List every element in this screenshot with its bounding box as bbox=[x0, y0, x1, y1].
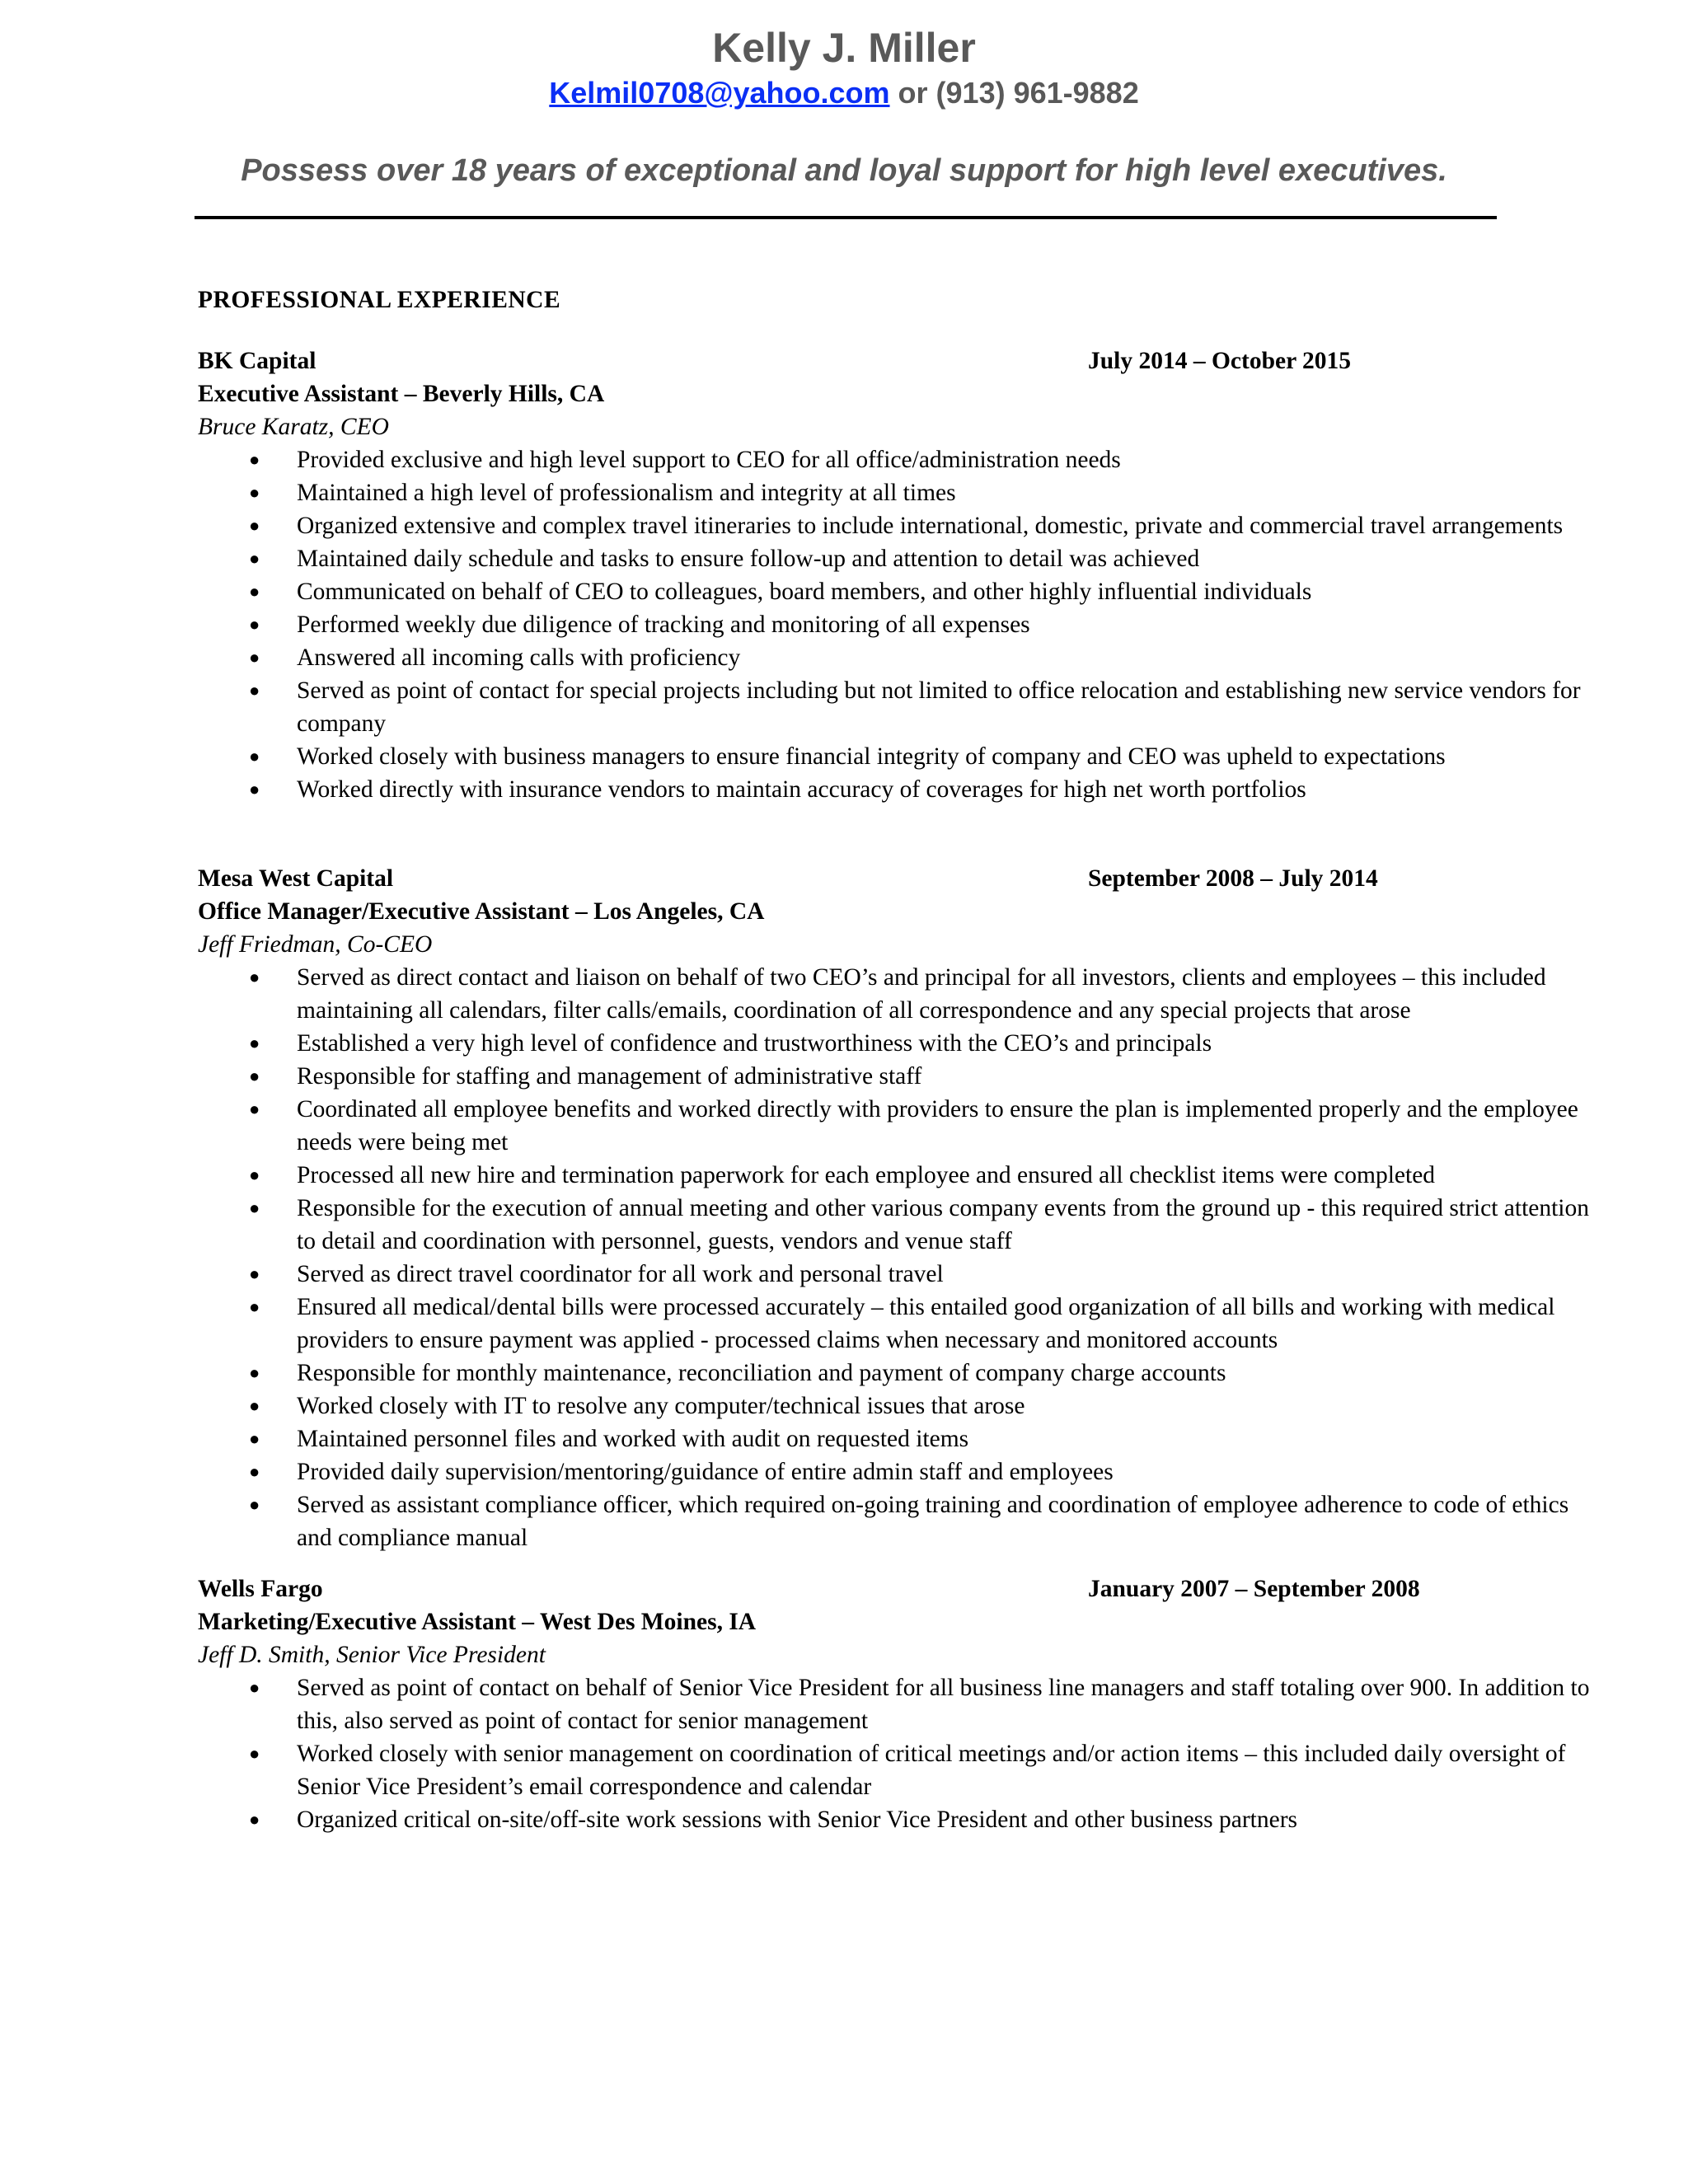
job-duties-list bbox=[198, 1671, 1590, 1836]
bullet-icon: ● bbox=[249, 581, 260, 602]
duty-text: Established a very high level of confidence and trustworthiness with the CEO’s and principals bbox=[297, 1030, 1212, 1057]
bullet-icon: ● bbox=[249, 1494, 260, 1515]
phone-number: (913) 961-9882 bbox=[935, 76, 1139, 110]
duty-text: Provided daily supervision/mentoring/guidance of entire admin staff and employees bbox=[297, 1459, 1114, 1485]
duty-item bbox=[198, 740, 1599, 773]
duty-text: Communicated on behalf of CEO to colleagues, board members, and other highly influential individuals bbox=[297, 579, 1312, 605]
bullet-icon: ● bbox=[249, 779, 260, 799]
job-title: Executive Assistant – Beverly Hills, CA bbox=[198, 381, 605, 407]
bullet-icon: ● bbox=[249, 1165, 260, 1185]
contact-separator: or bbox=[889, 76, 936, 110]
bullet-icon: ● bbox=[249, 967, 260, 987]
duty-text: Served as point of contact on behalf of Senior Vice President for all business line managers and staff totaling over 900. In addition to this, also served as point of contact for senior management bbox=[297, 1675, 1590, 1734]
spacer bbox=[198, 806, 1500, 862]
duty-item bbox=[198, 575, 1599, 608]
duty-text: Responsible for the execution of annual meeting and other various company events from the ground up - this required strict attention to detail and coordination with personnel, guests, vendors and venue staff bbox=[297, 1195, 1589, 1254]
bullet-icon: ● bbox=[249, 1395, 260, 1416]
duty-item bbox=[198, 1291, 1599, 1357]
job-duties-list bbox=[198, 443, 1581, 806]
bullet-icon: ● bbox=[249, 482, 260, 503]
bullet-icon: ● bbox=[249, 1296, 260, 1317]
bullet-icon: ● bbox=[249, 1362, 260, 1383]
duty-item bbox=[198, 608, 1599, 641]
bullet-icon: ● bbox=[249, 449, 260, 470]
duty-text: Maintained a high level of professionalism and integrity at all times bbox=[297, 480, 956, 506]
duty-text: Worked directly with insurance vendors to maintain accuracy of coverages for high net worth portfolios bbox=[297, 776, 1306, 803]
duty-item bbox=[198, 674, 1599, 740]
duty-item bbox=[198, 1357, 1599, 1390]
duty-item bbox=[198, 1488, 1599, 1554]
applicant-name: Kelly J. Miller bbox=[712, 25, 976, 71]
duty-item bbox=[198, 1258, 1599, 1291]
job-entry bbox=[198, 1572, 1590, 1836]
duty-item bbox=[198, 773, 1599, 806]
bullet-icon: ● bbox=[249, 1099, 260, 1119]
duty-item bbox=[198, 542, 1599, 575]
bullet-icon: ● bbox=[249, 647, 260, 668]
duty-item bbox=[198, 1093, 1599, 1159]
bullet-icon: ● bbox=[249, 515, 260, 536]
duty-text: Maintained personnel files and worked with audit on requested items bbox=[297, 1426, 969, 1452]
bullet-icon: ● bbox=[249, 1461, 260, 1482]
duty-text: Responsible for staffing and management of administrative staff bbox=[297, 1063, 922, 1090]
header-divider bbox=[195, 216, 1497, 219]
bullet-icon: ● bbox=[249, 614, 260, 635]
bullet-icon: ● bbox=[249, 1809, 260, 1830]
job-header bbox=[198, 1572, 1500, 1605]
duty-text: Worked closely with business managers to ensure financial integrity of company and CEO was upheld to expectations bbox=[297, 743, 1446, 770]
duty-item bbox=[198, 509, 1599, 542]
duty-text: Performed weekly due diligence of tracking and monitoring of all expenses bbox=[297, 612, 1030, 638]
job-duties-list bbox=[198, 961, 1589, 1554]
job-supervisor: Jeff Friedman, Co-CEO bbox=[198, 931, 433, 958]
bullet-icon: ● bbox=[249, 1263, 260, 1284]
job-dates: July 2014 – October 2015 bbox=[1088, 348, 1352, 374]
duty-item bbox=[198, 1027, 1599, 1060]
duty-text: Responsible for monthly maintenance, reconciliation and payment of company charge accounts bbox=[297, 1360, 1226, 1386]
bullet-icon: ● bbox=[249, 1743, 260, 1764]
duty-text: Maintained daily schedule and tasks to ensure follow-up and attention to detail was achieved bbox=[297, 546, 1200, 572]
duty-text: Worked closely with senior management on coordination of critical meetings and/or action items – this included daily oversight of Senior Vice President’s email correspondence and calendar bbox=[297, 1741, 1566, 1800]
job-dates: January 2007 – September 2008 bbox=[1088, 1576, 1420, 1602]
duty-item bbox=[198, 1455, 1599, 1488]
duty-text: Worked closely with IT to resolve any computer/technical issues that arose bbox=[297, 1393, 1025, 1419]
duty-item bbox=[198, 1422, 1599, 1455]
experience-section bbox=[198, 284, 1590, 1836]
duty-item bbox=[198, 1803, 1599, 1836]
duty-item bbox=[198, 1192, 1599, 1258]
duty-text: Processed all new hire and termination paperwork for each employee and ensured all checklist items were completed bbox=[297, 1162, 1436, 1188]
duty-item bbox=[198, 641, 1599, 674]
bullet-icon: ● bbox=[249, 1066, 260, 1086]
duty-item bbox=[198, 443, 1599, 476]
contact-line bbox=[0, 73, 1688, 114]
duty-text: Organized extensive and complex travel itineraries to include international, domestic, private and commercial travel arrangements bbox=[297, 513, 1564, 539]
section-heading: PROFESSIONAL EXPERIENCE bbox=[198, 287, 561, 313]
duty-text: Answered all incoming calls with proficiency bbox=[297, 644, 741, 671]
job-dates: September 2008 – July 2014 bbox=[1088, 865, 1378, 892]
job-supervisor: Jeff D. Smith, Senior Vice President bbox=[198, 1642, 546, 1668]
duty-text: Served as direct travel coordinator for all work and personal travel bbox=[297, 1261, 944, 1287]
job-company: Wells Fargo bbox=[198, 1576, 323, 1602]
job-entry bbox=[198, 344, 1581, 806]
job-title: Marketing/Executive Assistant – West Des Moines, IA bbox=[198, 1609, 757, 1635]
job-company: Mesa West Capital bbox=[198, 865, 394, 892]
job-supervisor: Bruce Karatz, CEO bbox=[198, 414, 389, 440]
bullet-icon: ● bbox=[249, 680, 260, 701]
duty-item bbox=[198, 1060, 1599, 1093]
bullet-icon: ● bbox=[249, 1197, 260, 1218]
duty-text: Organized critical on-site/off-site work sessions with Senior Vice President and other business partners bbox=[297, 1807, 1298, 1833]
duty-item bbox=[198, 476, 1599, 509]
bullet-icon: ● bbox=[249, 1428, 260, 1449]
duty-text: Coordinated all employee benefits and worked directly with providers to ensure the plan is implemented properly and the employee needs were being met bbox=[297, 1096, 1578, 1155]
duty-item bbox=[198, 1671, 1599, 1737]
email-link[interactable]: Kelmil0708@yahoo.com bbox=[549, 76, 890, 110]
duty-text: Served as direct contact and liaison on behalf of two CEO’s and principal for all investors, clients and employees – this included maintaining all calendars, filter calls/emails, coordination of all correspondence and any special projects that arose bbox=[297, 964, 1546, 1024]
job-company: BK Capital bbox=[198, 348, 316, 374]
job-header bbox=[198, 344, 1500, 377]
bullet-icon: ● bbox=[249, 1677, 260, 1698]
duty-item bbox=[198, 1159, 1599, 1192]
duty-item bbox=[198, 961, 1599, 1027]
duty-text: Ensured all medical/dental bills were processed accurately – this entailed good organization of all bills and working with medical providers to ensure payment was applied - processed claims when necessary and monitored accounts bbox=[297, 1294, 1555, 1353]
bullet-icon: ● bbox=[249, 746, 260, 766]
duty-item bbox=[198, 1737, 1599, 1803]
job-entry bbox=[198, 862, 1589, 1554]
bullet-icon: ● bbox=[249, 548, 260, 569]
duty-text: Served as assistant compliance officer, which required on-going training and coordination of employee adherence to code of ethics and compliance manual bbox=[297, 1492, 1569, 1551]
job-title: Office Manager/Executive Assistant – Los Angeles, CA bbox=[198, 898, 765, 925]
spacer bbox=[198, 1554, 1500, 1572]
job-header bbox=[198, 862, 1500, 895]
bullet-icon: ● bbox=[249, 1033, 260, 1053]
duty-item bbox=[198, 1390, 1599, 1422]
duty-text: Served as point of contact for special projects including but not limited to office relocation and establishing new service vendors for company bbox=[297, 677, 1581, 737]
summary-tagline: Possess over 18 years of exceptional and loyal support for high level executives. bbox=[241, 153, 1447, 188]
duty-text: Provided exclusive and high level support to CEO for all office/administration needs bbox=[297, 447, 1121, 473]
